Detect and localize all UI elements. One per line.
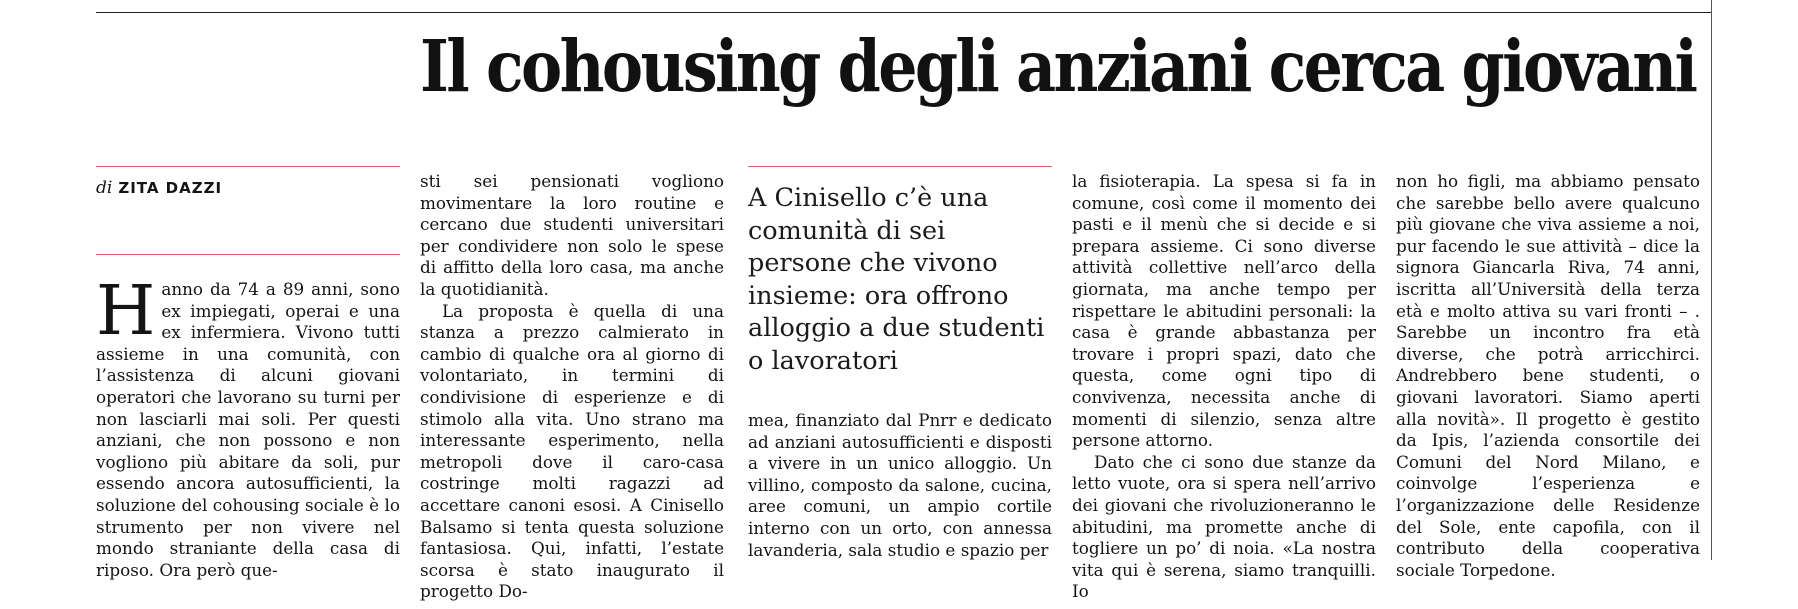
paragraph: non ho figli, ma abbiamo pensato che sarebbe bello avere qualcuno più giovane che viva assieme a noi, pur facendo le sue attività – dice la signora Giancarla Riva, 74 anni, iscritta all’Università della terza età e molto attiva su vari fronti – . Sarebbe un incontro fra età diverse, che potrà arricchirci. Andrebbero bene studenti, o giovani lavoratori. Siamo aperti alla novità». Il progetto è gestito da Ipis, l’azienda consortile dei Comuni del Nord Milano, e coinvolge l’esperienza e l’organizzazione delle Residenze del Sole, ente capofila, con il contributo della cooperativa sociale Torpedone.: [1396, 171, 1700, 580]
article-column-3: [748, 410, 1052, 561]
paragraph: mea, finanziato dal Pnrr e dedicato ad anziani autosufficienti e disposti a vivere in un unico alloggio. Un villino, composto da salone, cucina, aree comuni, un ampio cortile interno con un orto, con annessa lavanderia, sala studio e spazio per: [748, 410, 1052, 560]
paragraph: Hanno da 74 a 89 anni, sono ex impiegati, operai e una ex infermiera. Vivono tutti assieme in una comunità, con l’assistenza di alcuni giovani operatori che lavorano su turni per non lasciarli mai soli. Per questi anziani, che non possono e non vogliono più abitare da soli, pur essendo ancora autosufficienti, la soluzione del cohousing sociale è lo strumento per non vivere nel mondo straniante della casa di riposo. Ora però que-: [96, 272, 400, 580]
article-column-4: [1072, 171, 1376, 603]
paragraph: Dato che ci sono due stanze da letto vuote, ora si spera nell’arrivo dei giovani che rivoluzioneranno le abitudini, ma promette anche di togliere un po’ di noia. «La nostra vita qui è serena, siamo tranquilli. Io: [1072, 451, 1376, 602]
article-column-2: [420, 171, 724, 603]
deck-top-rule: [748, 166, 1052, 167]
byline-bottom-rule: [96, 254, 400, 255]
deck-subheadline: A Cinisello c’è una comunità di sei persone che vivono insieme: ora offrono alloggio a due studenti o lavoratori: [748, 183, 1045, 376]
byline-prefix: di: [96, 178, 113, 198]
article-column-5: [1396, 171, 1700, 581]
byline-author: ZITA DAZZI: [118, 179, 223, 197]
article-column-1: [96, 272, 400, 581]
byline-top-rule: [96, 166, 400, 167]
paragraph: la fisioterapia. La spesa si fa in comune, così come il momento dei pasti e il menù che si decide e si prepara assieme. Ci sono diverse attività collettive nell’arco della giornata, ma anche tempo per rispettare le abitudini personali: la casa è grande abbastanza per trovare i propri spazi, dato che questa, come ogni tipo di convivenza, necessita anche di momenti di silenzio, senza altre persone attorno.: [1072, 171, 1376, 451]
top-rule: [96, 12, 1712, 13]
byline: [96, 176, 222, 200]
paragraph: La proposta è quella di una stanza a prezzo calmierato in cambio di qualche ora al giorno di volontariato, in termini di condivisione di esperienze e di stimolo alla vita. Uno strano ma interessante esperimento, nella metropoli dove il caro-casa costringe molti ragazzi ad accettare canoni esosi. A Cinisello Balsamo si tenta questa soluzione fantasiosa. Qui, infatti, l’estate scorsa è stato inaugurato il progetto Do-: [420, 300, 724, 602]
column-rule-right: [1711, 0, 1712, 560]
headline: Il cohousing degli anziani cerca giovani: [420, 24, 1696, 108]
paragraph: sti sei pensionati vogliono movimentare la loro routine e cercano due studenti universitari per condividere non solo le spese di affitto della loro casa, ma anche la quotidianità.: [420, 171, 724, 299]
